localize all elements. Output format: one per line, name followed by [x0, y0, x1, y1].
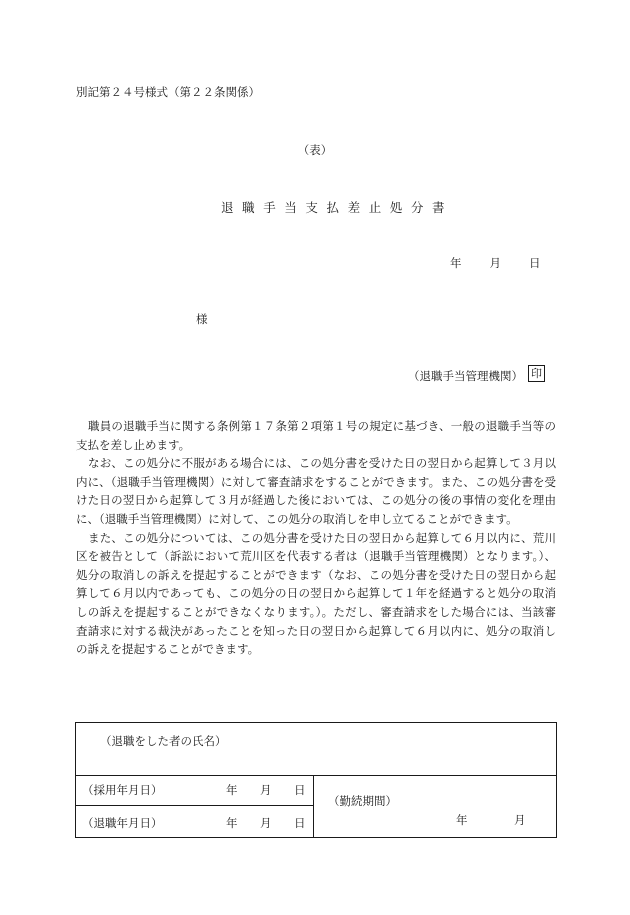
body-paragraph-3: また、この処分については、この処分書を受けた日の翌日から起算して６月以内に、荒川区を被告として（訴訟において荒川区を代表する者は（退職手当管理機関）となります。）、処分の取消しの訴えを提起することができます（なお、この処分書を受けた日の翌日から起算して６月以内であっても、この処分の日の翌日から起算して１年を経過すると処分の取消しの訴えを提起することができなくなります。）。ただし、審査請求をした場合には、当該審査請求に対する裁決があったことを知った日の翌日から起算して６月以内に、処分の取消しの訴えを提起することができます。: [76, 530, 556, 657]
front-side-label: （表）: [297, 143, 333, 157]
table-divider-vertical: [313, 775, 314, 837]
retire-date-month: 月: [260, 816, 272, 830]
body-paragraph-1: 職員の退職手当に関する条例第１７条第２項第１号の規定に基づき、一般の退職手当等の支払を差し止めます。: [76, 419, 556, 452]
issuer-label: （退職手当管理機関）: [408, 369, 523, 383]
form-reference: 別記第２４号様式（第２２条関係）: [76, 85, 260, 99]
table-divider-horizontal: [76, 775, 556, 776]
service-period-month: 月: [514, 813, 526, 827]
hire-date-year: 年: [226, 783, 238, 797]
hire-date-day: 日: [294, 783, 306, 797]
service-period-year: 年: [456, 813, 468, 827]
issue-date-month: 月: [489, 256, 501, 270]
retiree-name-label: （退職をした者の氏名）: [100, 734, 227, 748]
seal-stamp: [528, 365, 545, 382]
service-period-label: （勤続期間）: [328, 794, 397, 808]
issue-date-year: 年: [450, 256, 462, 270]
issue-date-line: [450, 255, 541, 271]
retire-date-day: 日: [294, 816, 306, 830]
retire-date-label: （退職年月日）: [82, 816, 163, 830]
retire-date-year: 年: [226, 816, 238, 830]
document-title: 退職手当支払差止処分書: [221, 200, 454, 215]
seal-label: 印: [531, 367, 542, 380]
hire-date-label: （採用年月日）: [82, 783, 163, 797]
hire-date-month: 月: [260, 783, 272, 797]
addressee-honorific: 様: [196, 312, 208, 326]
body-text: [76, 417, 556, 659]
issue-date-day: 日: [529, 256, 541, 270]
table-divider-horizontal: [76, 805, 313, 806]
retiree-info-table: [75, 722, 557, 838]
body-paragraph-2: なお、この処分に不服がある場合には、この処分書を受けた日の翌日から起算して３月以内に、（退職手当管理機関）に対して審査請求をすることができます。また、この処分書を受けた日の翌日から起算して３月が経過した後においては、この処分の後の事情の変化を理由に、（退職手当管理機関）に対して、この処分の取消しを申し立てることができます。: [76, 456, 556, 526]
